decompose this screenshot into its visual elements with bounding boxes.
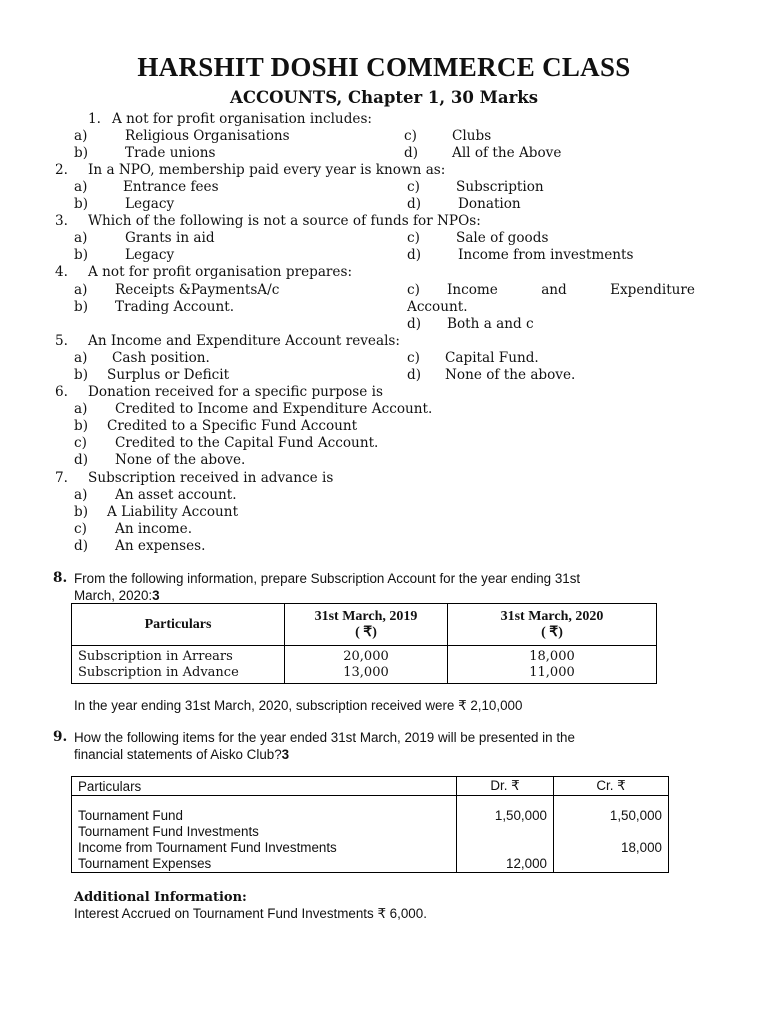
q2-text: In a NPO, membership paid every year is known as: [88, 162, 446, 178]
header-2020-unit: ( ₹) [541, 624, 563, 640]
col-2020-values [448, 646, 657, 684]
q1-option-a: Religious Organisations [125, 128, 290, 144]
q6-d-label: d) [74, 452, 89, 468]
q4-option-a: Receipts &PaymentsA/c [115, 282, 280, 298]
q4-a-label: a) [74, 282, 88, 298]
q7-option-c: An income. [115, 521, 193, 537]
dr-values [457, 796, 554, 873]
q6-option-a: Credited to Income and Expenditure Account. [115, 401, 433, 417]
header-2020 [448, 604, 657, 646]
q2-option-a: Entrance fees [123, 179, 219, 195]
q3-d-label: d) [407, 247, 422, 263]
q6-option-c: Credited to the Capital Fund Account. [115, 435, 379, 451]
q6-c-label: c) [74, 435, 87, 451]
q8-question-line-2-text: March, 2020: [74, 588, 153, 603]
header-2019-unit: ( ₹) [355, 624, 377, 640]
q7-text: Subscription received in advance is [88, 470, 334, 486]
additional-info-heading: Additional Information: [74, 890, 247, 905]
advance-2019: 13,000 [343, 665, 389, 680]
q7-option-d: An expenses. [115, 538, 206, 554]
q1-option-c: Clubs [452, 128, 492, 144]
dr-empty [463, 840, 547, 856]
header-particulars: Particulars [72, 604, 285, 646]
q4-option-c-word: Income [447, 282, 498, 298]
q4-option-d: Both a and c [447, 316, 534, 332]
q3-b-label: b) [74, 247, 89, 263]
header-2019-date: 31st March, 2019 [314, 608, 418, 624]
q5-a-label: a) [74, 350, 88, 366]
q4-option-c-continued: Account. [407, 299, 468, 315]
q5-option-d: None of the above. [445, 367, 576, 383]
q8-number: 8. [53, 570, 68, 586]
q5-d-label: d) [407, 367, 422, 383]
q7-a-label: a) [74, 487, 88, 503]
q3-c-label: c) [407, 230, 420, 246]
row-labels [72, 796, 457, 873]
q4-option-c-word: and [541, 282, 567, 298]
row-label-arrears: Subscription in Arrears [78, 649, 233, 664]
q3-option-d: Income from investments [458, 247, 634, 263]
q6-number: 6. [55, 384, 68, 400]
q7-d-label: d) [74, 538, 89, 554]
q8-marks: 3 [152, 588, 160, 603]
q6-option-b: Credited to a Specific Fund Account [107, 418, 358, 434]
table-row [72, 796, 669, 873]
q3-number: 3. [55, 213, 68, 229]
label-tournament-fund-investments: Tournament Fund Investments [78, 824, 259, 839]
q1-text: A not for profit organisation includes: [112, 111, 372, 127]
cr-tournament-fund: 1,50,000 [609, 808, 662, 823]
q1-number: 1. [88, 111, 101, 127]
q7-option-a: An asset account. [115, 487, 237, 503]
row-label-advance: Subscription in Advance [78, 665, 239, 680]
q4-option-c-word: Expenditure [610, 282, 695, 298]
q6-b-label: b) [74, 418, 89, 434]
header-2019 [285, 604, 448, 646]
cr-empty [560, 824, 662, 840]
q1-b-label: b) [74, 145, 89, 161]
dr-tournament-expenses: 12,000 [506, 856, 547, 871]
page-title: HARSHIT DOSHI COMMERCE CLASS [137, 52, 631, 82]
arrears-2020: 18,000 [529, 649, 575, 664]
q9-number: 9. [53, 729, 68, 745]
q9-question-line-2-text: financial statements of Aisko Club? [74, 747, 282, 762]
q3-option-a: Grants in aid [125, 230, 215, 246]
q2-a-label: a) [74, 179, 88, 195]
q1-a-label: a) [74, 128, 88, 144]
page-subtitle: ACCOUNTS, Chapter 1, 30 Marks [230, 88, 538, 107]
q1-option-b: Trade unions [125, 145, 216, 161]
q2-c-label: c) [407, 179, 420, 195]
q3-a-label: a) [74, 230, 88, 246]
arrears-2019: 20,000 [343, 649, 389, 664]
header-particulars: Particulars [72, 777, 457, 796]
q6-text: Donation received for a specific purpose is [88, 384, 383, 400]
header-cr: Cr. ₹ [554, 777, 669, 796]
q8-subscription-table [71, 603, 657, 684]
cr-empty [560, 856, 662, 872]
q1-option-d: All of the Above [452, 145, 562, 161]
q5-option-c: Capital Fund. [445, 350, 539, 366]
table-row [72, 646, 657, 684]
q9-question-line-2 [74, 746, 289, 763]
q3-option-b: Legacy [125, 247, 175, 263]
q2-number: 2. [55, 162, 68, 178]
q7-number: 7. [55, 470, 68, 486]
row-labels [72, 646, 285, 684]
label-income-from-investments: Income from Tournament Fund Investments [78, 840, 337, 855]
header-dr: Dr. ₹ [457, 777, 554, 796]
q9-question-line-1: How the following items for the year ended 31st March, 2019 will be presented in the [74, 730, 575, 745]
label-tournament-expenses: Tournament Expenses [78, 856, 212, 871]
dr-empty [463, 824, 547, 840]
q2-option-d: Donation [458, 196, 521, 212]
advance-2020: 11,000 [529, 665, 575, 680]
q8-question-line-1: From the following information, prepare Subscription Account for the year ending 31st [74, 571, 581, 586]
q4-number: 4. [55, 264, 68, 280]
q6-option-d: None of the above. [115, 452, 246, 468]
q3-option-c: Sale of goods [456, 230, 549, 246]
q5-option-b: Surplus or Deficit [107, 367, 230, 383]
cr-values [554, 796, 669, 873]
q2-b-label: b) [74, 196, 89, 212]
q7-option-b: A Liability Account [107, 504, 239, 520]
q4-text: A not for profit organisation prepares: [88, 264, 353, 280]
q5-c-label: c) [407, 350, 420, 366]
table-header-row [72, 604, 657, 646]
q3-text: Which of the following is not a source of funds for NPOs: [88, 213, 481, 229]
q4-c-label: c) [407, 282, 420, 298]
q7-c-label: c) [74, 521, 87, 537]
q9-marks: 3 [281, 747, 290, 762]
q6-a-label: a) [74, 401, 88, 417]
q9-items-table [71, 776, 669, 873]
q2-option-b: Legacy [125, 196, 175, 212]
label-tournament-fund: Tournament Fund [78, 808, 183, 823]
q1-c-label: c) [404, 128, 417, 144]
dr-tournament-fund: 1,50,000 [494, 808, 547, 823]
q4-d-label: d) [407, 316, 422, 332]
col-2019-values [285, 646, 448, 684]
q2-option-c: Subscription [456, 179, 544, 195]
q5-text: An Income and Expenditure Account reveals: [88, 333, 400, 349]
additional-info-text: Interest Accrued on Tournament Fund Investments ₹ 6,000. [74, 906, 427, 921]
q5-b-label: b) [74, 367, 89, 383]
q8-question-line-2 [74, 587, 160, 604]
q2-d-label: d) [407, 196, 422, 212]
q8-note: In the year ending 31st March, 2020, subscription received were ₹ 2,10,000 [74, 698, 523, 713]
cr-income-from-investments: 18,000 [621, 840, 662, 855]
header-2020-date: 31st March, 2020 [500, 608, 604, 624]
q5-number: 5. [55, 333, 68, 349]
q4-option-c [447, 282, 695, 299]
q1-d-label: d) [404, 145, 419, 161]
q4-option-b: Trading Account. [115, 299, 235, 315]
table-header-row [72, 777, 669, 796]
q5-option-a: Cash position. [112, 350, 210, 366]
q7-b-label: b) [74, 504, 89, 520]
q4-b-label: b) [74, 299, 89, 315]
